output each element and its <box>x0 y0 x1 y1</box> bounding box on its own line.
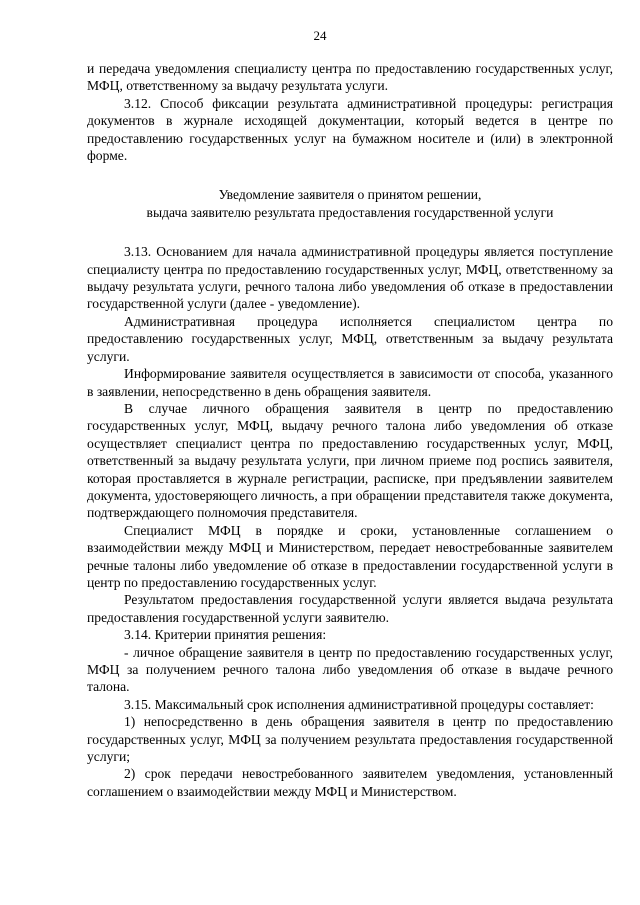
paragraph-mfc-specialist: Специалист МФЦ в порядке и сроки, установленные соглашением о взаимодействии между МФЦ и Министерством, передает невостребованные заявителем речные талоны либо уведомление об отказе в предоставлении государственной услуги в центр по предоставлению государственных услуг. <box>87 522 613 590</box>
paragraph-3-14: 3.14. Критерии принятия решения: <box>124 627 327 643</box>
paragraph-3-13: 3.13. Основанием для начала административной процедуры является поступление специалисту центра по предоставлению государственных услуг, МФЦ, ответственному за выдачу результата услуги, речного талона либо уведомления об отказе в предоставлении государственной услуги (далее - уведомление). <box>87 244 613 312</box>
paragraph-criteria-item: - личное обращение заявителя в центр по предоставлению государственных услуг, МФЦ за получением речного талона либо уведомления об отказе в выдаче речного талона. <box>87 644 613 695</box>
paragraph-term-1: 1) непосредственно в день обращения заявителя в центр по предоставлению государственных услуг, МФЦ за получением результата предоставления государственной услуги; <box>87 714 613 765</box>
paragraph-continuation: и передача уведомления специалисту центра по предоставлению государственных услуг, МФЦ, ответственному за выдачу результата услуги. <box>87 61 613 94</box>
paragraph-3-12: 3.12. Способ фиксации результата административной процедуры: регистрация документов в журнале исходящей документации, который ведется в центре по предоставлению государственных услуг на бумажном носителе и (или) в электронной форме. <box>87 95 613 164</box>
section-heading <box>87 186 613 221</box>
paragraph-procedure-executor: Административная процедура исполняется специалистом центра по предоставлению государственных услуг, МФЦ, ответственным за выдачу результата услуги. <box>87 313 613 364</box>
section-heading-line-2: выдача заявителю результата предоставления государственной услуги <box>146 204 554 220</box>
paragraph-informing: Информирование заявителя осуществляется в зависимости от способа, указанного в заявлении, непосредственно в день обращения заявителя. <box>87 366 613 399</box>
paragraph-term-2: 2) срок передачи невостребованного заявителем уведомления, установленный соглашением о взаимодействии между МФЦ и Министерством. <box>87 766 613 799</box>
paragraph-3-15: 3.15. Максимальный срок исполнения административной процедуры составляет: <box>124 696 594 712</box>
paragraph-result: Результатом предоставления государственной услуги является выдача результата предоставления государственной услуги заявителю. <box>87 592 613 625</box>
page-number: 24 <box>313 28 327 43</box>
section-heading-line-1: Уведомление заявителя о принятом решении, <box>218 187 482 203</box>
document-body <box>87 60 613 800</box>
paragraph-personal-visit: В случае личного обращения заявителя в центр по предоставлению государственных услуг, МФЦ, выдачу речного талона либо уведомления об отказе осуществляет специалист центра по предоставлению государственных услуг, МФЦ, ответственный за выдачу результата услуги, при личном приеме под роспись заявителя, которая проставляется в журнале регистрации, расписке, при предъявлении заявителем документа, удостоверяющего личность, а при обращении представителя также документа, подтверждающего полномочия представителя. <box>87 400 613 521</box>
